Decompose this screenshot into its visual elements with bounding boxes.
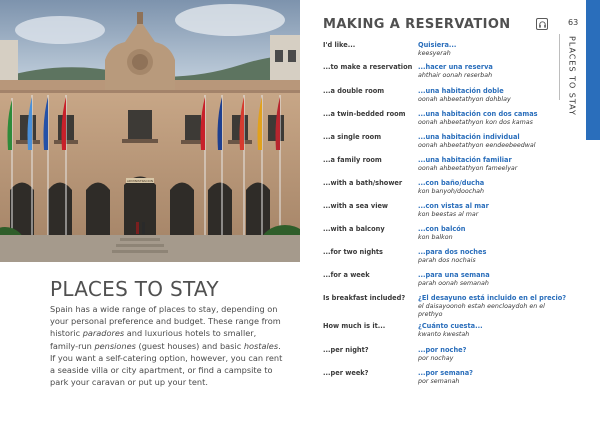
phrase-english: ...a family room bbox=[323, 156, 382, 164]
phrase-pronunciation: por nochay bbox=[418, 354, 454, 362]
section-title-making-reservation: MAKING A RESERVATION bbox=[323, 17, 511, 32]
phrase-spanish: ...una habitación familiar bbox=[418, 156, 512, 164]
phrase-english: ...for two nights bbox=[323, 248, 383, 256]
phrase-pronunciation: keesyerah bbox=[418, 49, 451, 57]
phrase-spanish: ...por noche? bbox=[418, 346, 467, 354]
phrase-spanish: ...una habitación con dos camas bbox=[418, 110, 538, 118]
phrase-pronunciation: oonah ahbeetathyon kon dos kamas bbox=[418, 118, 533, 126]
phrase-spanish: ...para dos noches bbox=[418, 248, 487, 256]
intro-paragraph: Spain has a wide range of places to stay, depending on your personal preference and budget. These range from historic paradores and luxurious hotels to smaller, family-run pensiones (guest houses) and basic hostales. If you want a self-catering option, however, you can rent a seaside villa or city apartment, or find a campsite to park your caravan or put up your tent. bbox=[50, 304, 283, 388]
chapter-tab bbox=[586, 0, 600, 140]
running-header: PLACES TO STAY bbox=[567, 36, 577, 116]
phrase-pronunciation: kon balkon bbox=[418, 233, 453, 241]
phrase-english: ...a twin-bedded room bbox=[323, 110, 406, 118]
phrase-spanish: ...con balcón bbox=[418, 225, 466, 233]
headphones-icon bbox=[536, 18, 548, 30]
phrase-spanish: ...con baño/ducha bbox=[418, 179, 485, 187]
phrase-english: ...per night? bbox=[323, 346, 369, 354]
page-title-places-to-stay: PLACES TO STAY bbox=[50, 277, 219, 301]
phrase-spanish: ...por semana? bbox=[418, 369, 473, 377]
phrase-pronunciation: oonah ahbeetathyon dohblay bbox=[418, 95, 511, 103]
phrase-english: I'd like... bbox=[323, 41, 356, 49]
phrase-spanish: ...con vistas al mar bbox=[418, 202, 489, 210]
phrase-english: ...to make a reservation bbox=[323, 63, 413, 71]
phrase-pronunciation: kon beestas al mar bbox=[418, 210, 479, 218]
phrase-spanish: ...hacer una reserva bbox=[418, 63, 493, 71]
phrase-english: ...with a balcony bbox=[323, 225, 385, 233]
page-number: 63 bbox=[568, 18, 579, 27]
phrase-spanish: ...una habitación doble bbox=[418, 87, 504, 95]
phrase-english: How much is it... bbox=[323, 322, 386, 330]
phrase-english: ...a double room bbox=[323, 87, 385, 95]
phrase-pronunciation: parah dos nochais bbox=[418, 256, 476, 264]
phrase-spanish: ¿Cuánto cuesta... bbox=[418, 322, 483, 330]
phrase-english: ...a single room bbox=[323, 133, 382, 141]
phrase-pronunciation: parah oonah semanah bbox=[418, 279, 489, 287]
hotel-photo bbox=[0, 0, 300, 262]
phrase-spanish: Quisiera... bbox=[418, 41, 457, 49]
phrase-english: Is breakfast included? bbox=[323, 294, 406, 302]
phrase-pronunciation: kwanto kwestah bbox=[418, 330, 470, 338]
phrase-english: ...per week? bbox=[323, 369, 369, 377]
phrase-pronunciation: oonah ahbeetathyon eendeebeedwal bbox=[418, 141, 536, 149]
phrase-pronunciation: por semanah bbox=[418, 377, 460, 385]
phrase-english: ...for a week bbox=[323, 271, 370, 279]
phrase-spanish: ...para una semana bbox=[418, 271, 490, 279]
entrance-sign: ADMINISTRACION bbox=[126, 179, 154, 183]
phrase-english: ...with a bath/shower bbox=[323, 179, 403, 187]
phrase-english: ...with a sea view bbox=[323, 202, 389, 210]
phrase-spanish: ...una habitación individual bbox=[418, 133, 520, 141]
phrase-pronunciation: el daisayoonoh estah eencloaydoh en el prethyo bbox=[418, 302, 545, 318]
phrase-spanish: ¿El desayuno está incluido en el precio? bbox=[418, 294, 567, 302]
phrase-pronunciation: oonah ahbeetathyon fameelyar bbox=[418, 164, 518, 172]
phrase-pronunciation: kon banyoh/doochah bbox=[418, 187, 485, 195]
phrase-pronunciation: ahthair oonah reserbah bbox=[418, 71, 493, 79]
